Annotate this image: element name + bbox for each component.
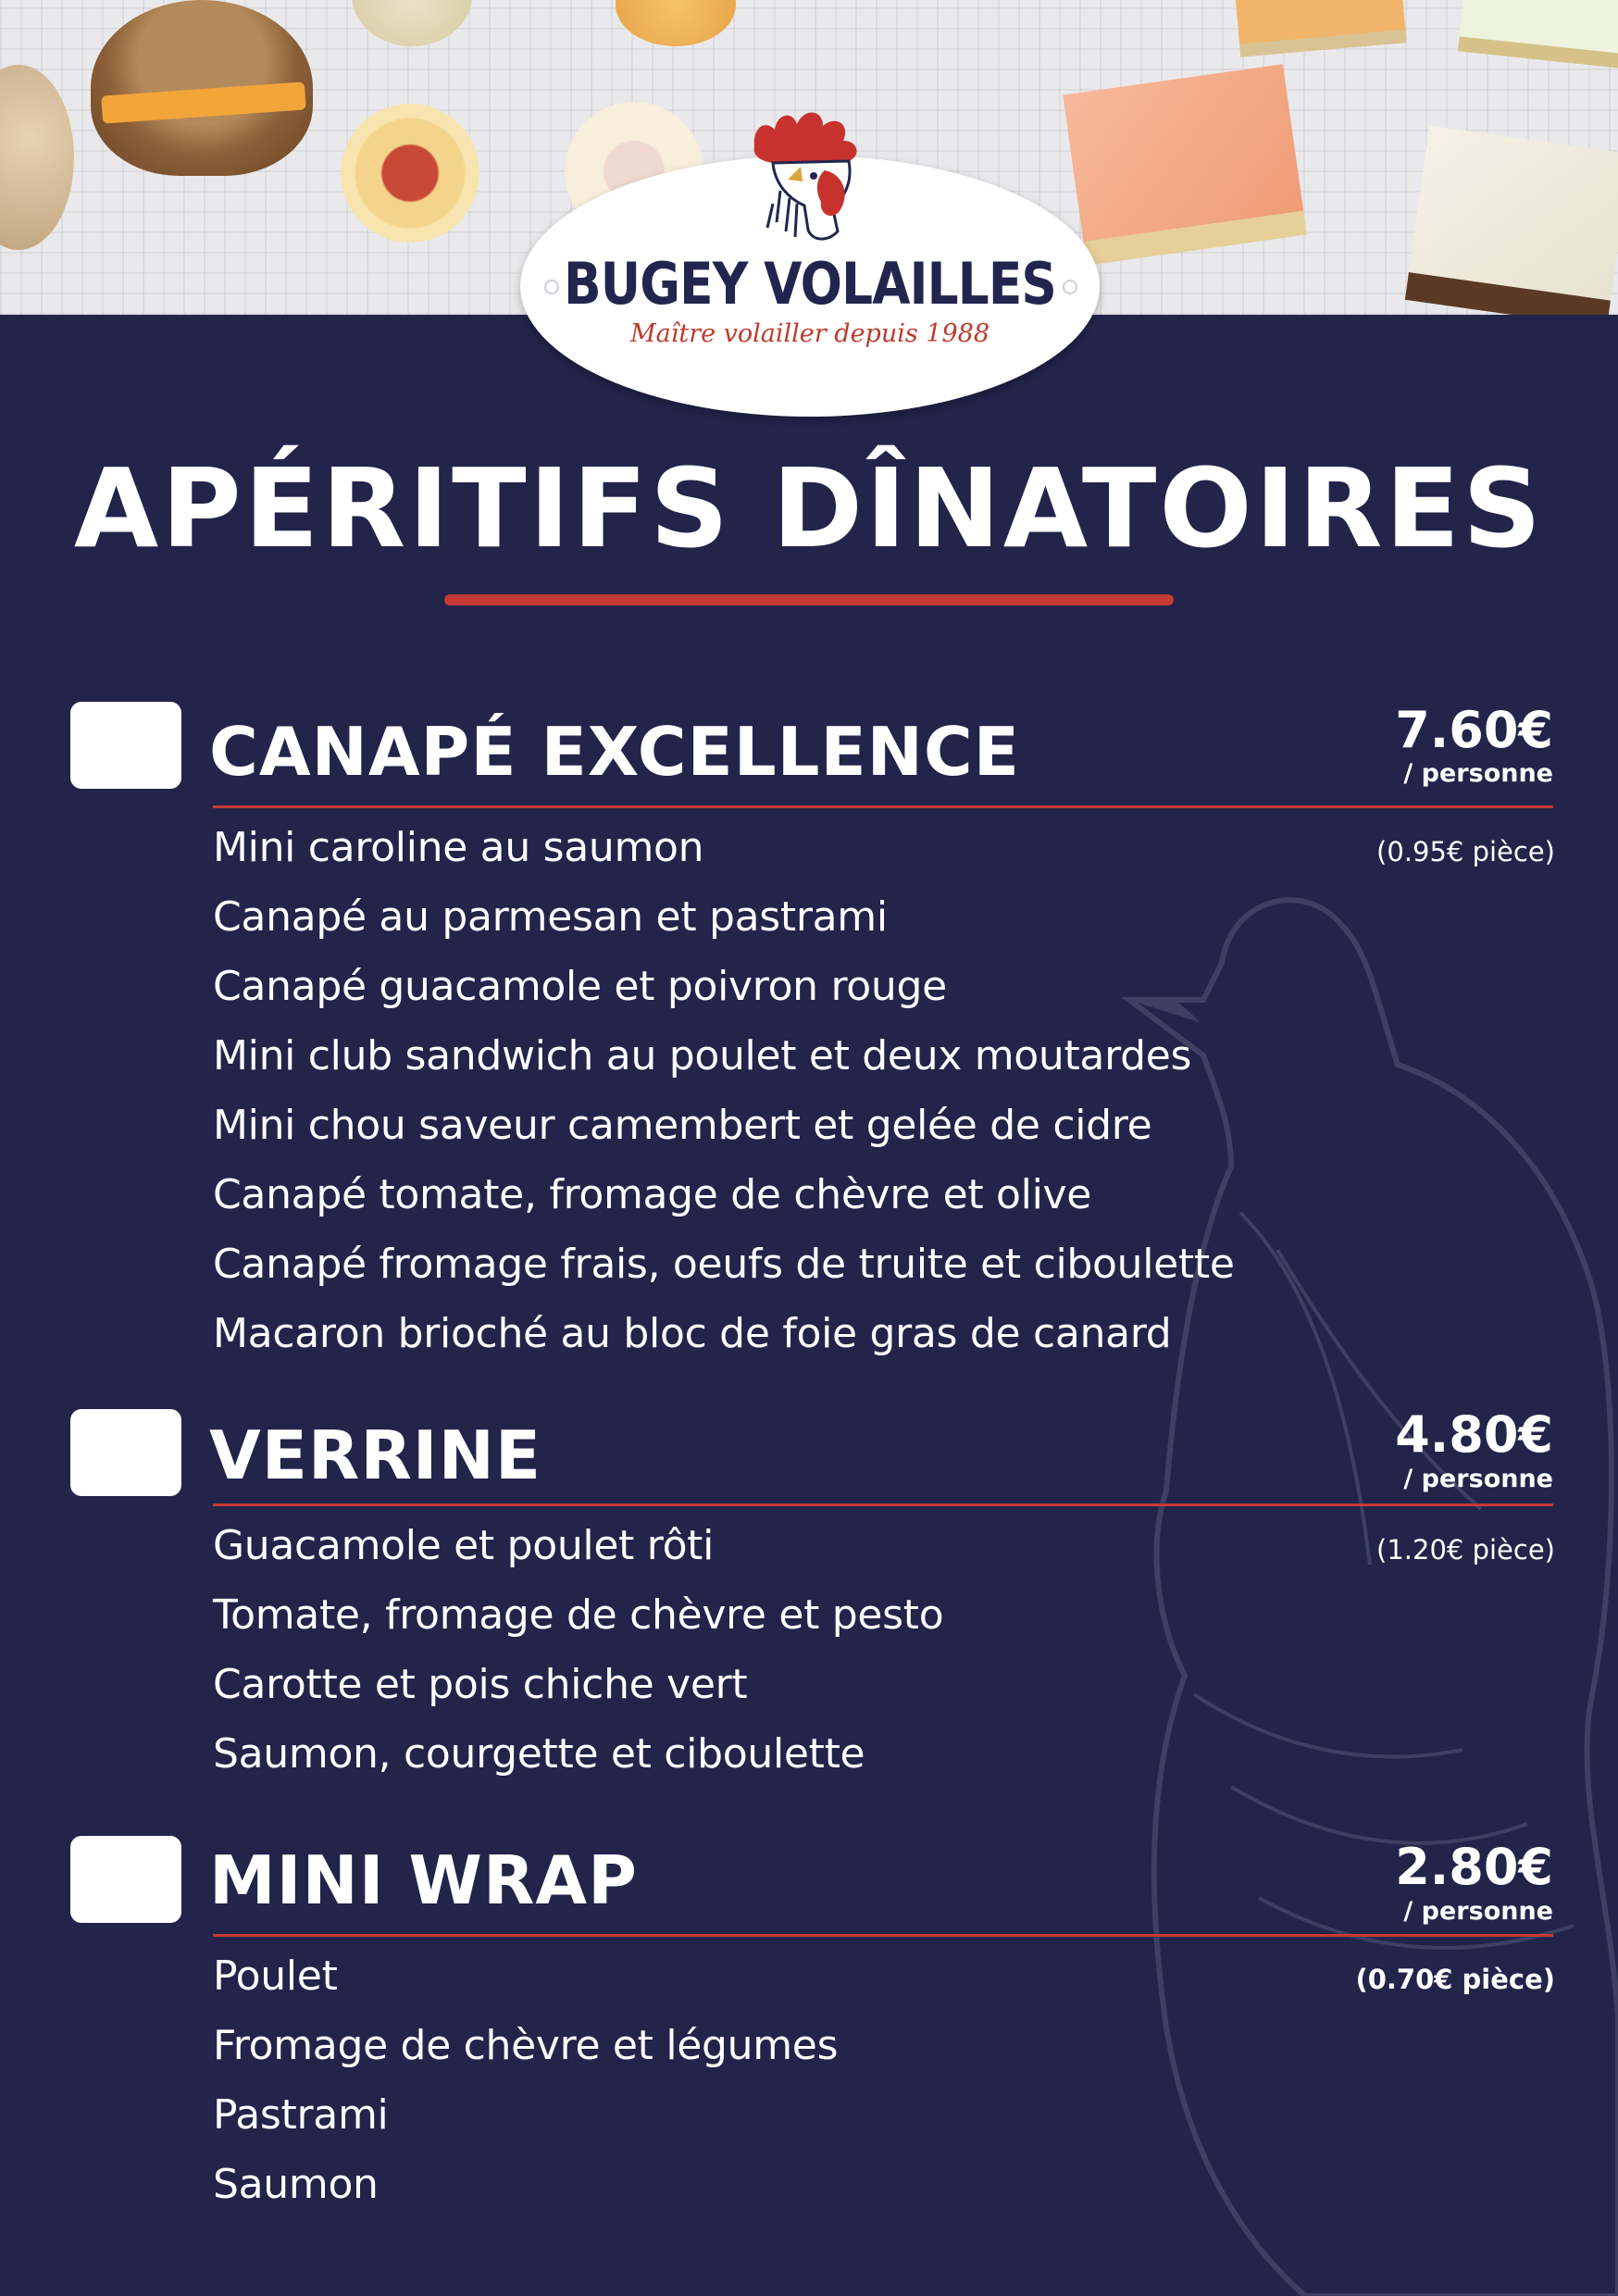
salmon-canape-image [1063,64,1307,266]
list-item: Guacamole et poulet rôti [213,1522,715,1569]
item-list [213,1511,943,1789]
list-item: Canapé fromage frais, oeufs de truite et ciboulette [213,1241,1235,1288]
herb-canape-image [1458,0,1618,70]
piece-price: (1.20€ pièce) [1376,1534,1555,1566]
list-item: Mini caroline au saumon [213,824,704,871]
bread-roll-image [0,65,74,250]
pepper-wrap-image [341,104,479,243]
list-item: Canapé au parmesan et pastrami [213,893,888,941]
section-divider [213,1504,1553,1506]
list-item: Macaron brioché au bloc de foie gras de canard [213,1310,1172,1357]
brand-tagline: Maître volailler depuis 1988 [629,319,990,348]
rooster-logo-icon [736,102,884,259]
price-unit: / personne [1403,1897,1553,1926]
piece-price: (0.95€ pièce) [1376,836,1555,867]
list-item: Saumon, courgette et ciboulette [213,1730,865,1778]
section-divider [213,1934,1553,1937]
list-item: Tomate, fromage de chèvre et pesto [213,1591,944,1639]
canape-image [1231,0,1406,57]
logo-dot-right [1063,280,1077,294]
piece-price: (0.70€ pièce) [1355,1964,1555,1995]
list-item: Canapé guacamole et poivron rouge [213,963,947,1010]
section-checkbox [70,1836,181,1923]
list-item: Mini chou saveur camembert et gelée de cidre [213,1102,1152,1149]
section-title: CANAPÉ EXCELLENCE [209,713,1020,791]
section-title: VERRINE [209,1416,542,1494]
list-item: Carotte et pois chiche vert [213,1661,748,1708]
list-item: Fromage de chèvre et légumes [213,2022,839,2069]
price-unit: / personne [1403,1465,1553,1493]
section-divider [213,805,1553,808]
item-list [213,813,1235,1368]
cheese-canape-image [1405,126,1618,315]
section-price: 4.80€ [1395,1405,1553,1464]
list-item: Pastrami [213,2091,389,2139]
section-checkbox [70,702,181,789]
wrap-roll-image [616,0,736,46]
section-price: 2.80€ [1395,1838,1553,1896]
price-unit: / personne [1403,759,1553,788]
list-item: Canapé tomate, fromage de chèvre et olive [213,1171,1091,1218]
page-title: APÉRITIFS DÎNATOIRES [73,444,1545,572]
list-item: Poulet [213,1953,338,2000]
list-item: Mini club sandwich au poulet et deux moutardes [213,1032,1192,1079]
section-title: MINI WRAP [209,1841,638,1919]
section-checkbox [70,1409,181,1496]
logo-dot-left [544,280,559,294]
section-price: 7.60€ [1395,701,1553,759]
list-item: Saumon [213,2161,379,2208]
title-underline [444,594,1174,605]
brand-name: BUGEY VOLAILLES [564,250,1056,318]
wrap-roll-image [352,0,472,46]
item-list [213,1941,838,2219]
